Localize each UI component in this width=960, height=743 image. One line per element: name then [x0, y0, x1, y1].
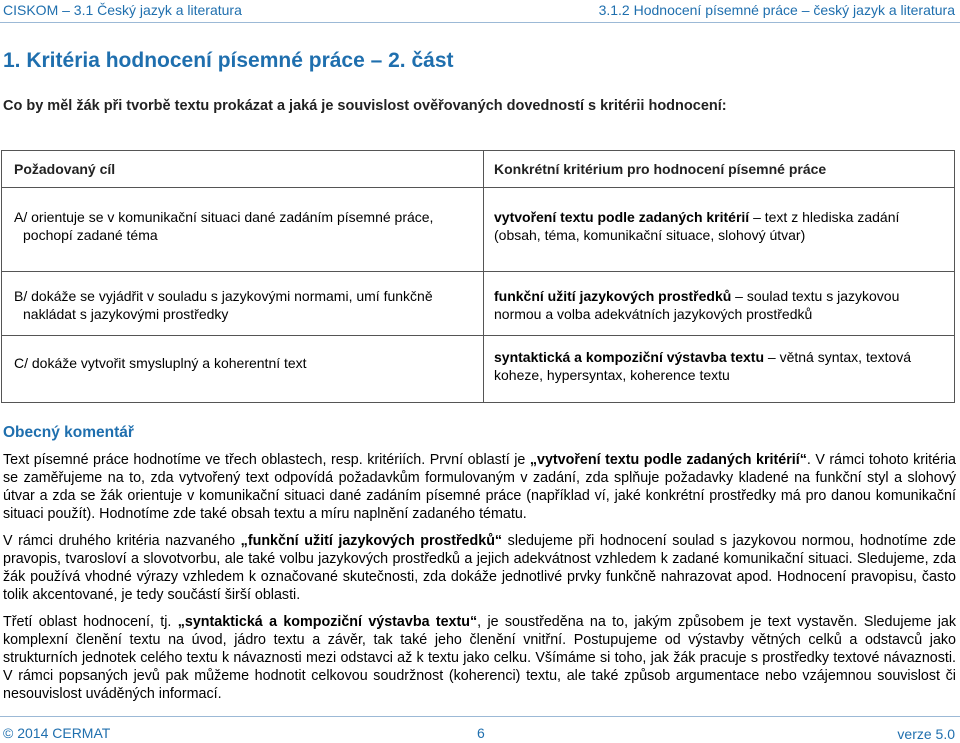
- header-left: CISKOM – 3.1 Český jazyk a literatura: [3, 2, 242, 18]
- header-right: 3.1.2 Hodnocení písemné práce – český jazyk a literatura: [598, 2, 955, 18]
- comment-body: [3, 451, 956, 712]
- goal-text: B/ dokáže se vyjádřit v souladu s jazykovými normami, umí funkčně: [14, 288, 433, 304]
- footer-copyright: © 2014 CERMAT: [3, 725, 111, 741]
- goal-cell: [2, 272, 484, 336]
- goal-text-cont: pochopí zadané téma: [23, 227, 158, 243]
- goal-text: C/ dokáže vytvořit smysluplný a koherentní text: [14, 355, 307, 371]
- table-header-row: [2, 151, 955, 188]
- footer-divider: [0, 716, 960, 717]
- goal-cell: [2, 188, 484, 272]
- table-row: [2, 188, 955, 272]
- version-label: verze 5.0: [897, 726, 955, 742]
- criterion-name: syntaktická a kompoziční výstavba textu: [494, 349, 764, 365]
- emphasis: „syntaktická a kompoziční výstavba textu“: [177, 614, 478, 630]
- page-footer: [3, 725, 955, 741]
- paragraph-text: , je soustředěna na to, jakým způsobem je text vystavěn. Sledujeme jak komplexní členění textu na úvod, jádro textu a závěr, tak také jeho členění vnitřní. Postupujeme od výstavby větných celků a odstavců jako strukturních jednotek celého textu k návaznosti mezi odstavci až k textu jako celku. Všímáme si toho, jak žák pracuje s prostředky textové návaznosti. V rámci popsaných jevů pak můžeme hodnotit celkovou soudržnost (koherenci) textu, ale také způsob argumentace nebo vzájemnou souvislost či nesouvislost uváděných informací.: [3, 614, 956, 702]
- criterion-cell: [484, 188, 955, 272]
- criterion-desc: – text z hlediska zadání (obsah, téma, komunikační situace, slohový útvar): [494, 209, 900, 243]
- emphasis: „funkční užití jazykových prostředků“: [240, 533, 503, 549]
- col-header-criterion: Konkrétní kritérium pro hodnocení písemné práce: [484, 151, 955, 188]
- intro-question: Co by měl žák při tvorbě textu prokázat a jaká je souvislost ověřovaných dovedností s kritérii hodnocení:: [3, 98, 727, 114]
- paragraph-text: sledujeme při hodnocení soulad s jazykovou normou, hodnotíme zde pravopis, tvarosloví a slovotvorbu, ale také volbu jazykových prostředků a jejich adekvátnost vzhledem k zadané komunikační situaci. Sledujeme, zda žák používá vhodné výrazy vzhledem k označované skutečnosti, zda dokáže jednotlivé prvky funkčně nahrazovat apod. Hodnocení pravopisu, často tolik akcentované, je tedy součástí širší oblasti.: [3, 533, 957, 603]
- table-row: [2, 272, 955, 336]
- page-number: 6: [477, 725, 485, 741]
- emphasis: „vytvoření textu podle zadaných kritérií“: [529, 452, 807, 468]
- criterion-cell: [484, 272, 955, 336]
- goal-text-cont: nakládat s jazykovými prostředky: [23, 306, 229, 322]
- criteria-table: [1, 150, 955, 403]
- paragraph: [3, 532, 956, 604]
- goal-cell: [2, 336, 484, 403]
- paragraph-text: V rámci druhého kritéria nazvaného: [3, 533, 241, 549]
- criterion-cell: [484, 336, 955, 403]
- paragraph-text: . V rámci tohoto kritéria se zaměřujeme na to, zda vytvořený text odpovídá požadavkům formulovaným v zadání, zda splňuje požadavky kladené na funkční styl a slohový útvar a zda se žák orientuje v komunikační situaci dané zadáním písemné práce (například ví, jaké konkrétní prostředky má pro danou komunikační situaci použít). Hodnotíme zde také obsah textu a míru naplnění zadaného tématu.: [3, 452, 956, 522]
- paragraph: [3, 451, 956, 523]
- paragraph: [3, 613, 956, 703]
- criterion-desc: – soulad textu s jazykovou normou a volba adekvátních jazykových prostředků: [494, 288, 900, 322]
- criterion-desc: – větná syntax, textová koheze, hypersyntax, koherence textu: [494, 349, 912, 383]
- col-header-goal: Požadovaný cíl: [2, 151, 484, 188]
- table-row: [2, 336, 955, 403]
- criterion-name: funkční užití jazykových prostředků: [494, 288, 732, 304]
- criterion-name: vytvoření textu podle zadaných kritérií: [494, 209, 750, 225]
- comment-heading: Obecný komentář: [3, 424, 134, 441]
- paragraph-text: Text písemné práce hodnotíme ve třech oblastech, resp. kritériích. První oblastí je: [3, 452, 530, 468]
- header-divider: [0, 22, 960, 23]
- goal-text: A/ orientuje se v komunikační situaci dané zadáním písemné práce,: [14, 209, 434, 225]
- paragraph-text: Třetí oblast hodnocení, tj.: [3, 614, 178, 630]
- section-heading: 1. Kritéria hodnocení písemné práce – 2. část: [3, 49, 454, 72]
